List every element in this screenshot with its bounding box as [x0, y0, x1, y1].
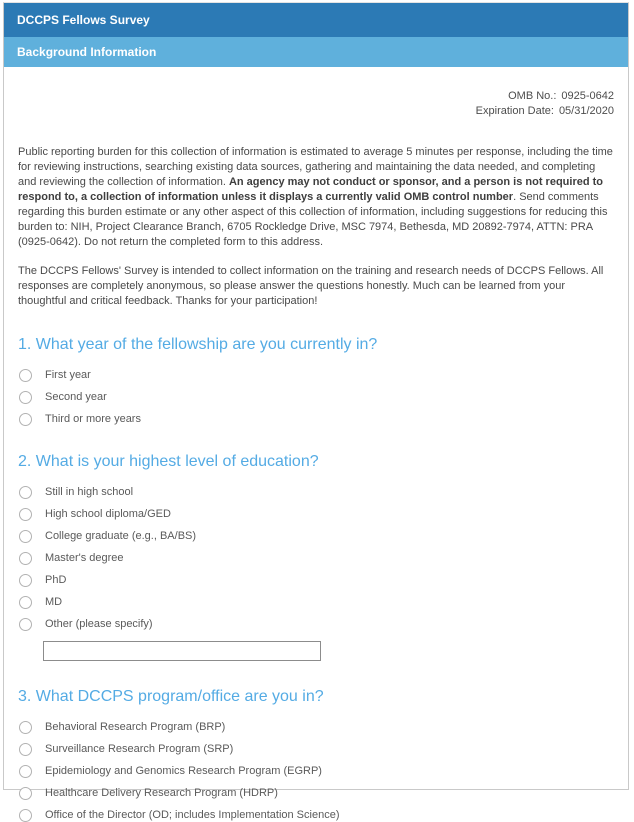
- radio-option[interactable]: [15, 786, 617, 800]
- question-2-number: 2.: [18, 453, 32, 470]
- question-3-options: [15, 720, 617, 822]
- option-label[interactable]: Third or more years: [45, 413, 141, 425]
- radio-option[interactable]: [15, 551, 617, 565]
- survey-title: DCCPS Fellows Survey: [17, 13, 150, 27]
- radio-button-icon[interactable]: [19, 486, 32, 499]
- question-1-number: 1.: [18, 336, 32, 353]
- option-label[interactable]: PhD: [45, 574, 67, 586]
- option-label[interactable]: Office of the Director (OD; includes Implementation Science): [45, 809, 340, 821]
- radio-button-icon[interactable]: [19, 508, 32, 521]
- page-title-bar: [4, 37, 628, 67]
- omb-number-line: [15, 89, 614, 104]
- expiration-date-label: Expiration Date:: [475, 105, 554, 117]
- burden-statement: [18, 145, 615, 250]
- omb-number-value: 0925-0642: [561, 90, 614, 102]
- survey-description: The DCCPS Fellows' Survey is intended to collect information on the training and research needs of DCCPS Fellows. All responses are completely anonymous, so please answer the questions honestly. Much can be learned from your thoughtful and critical feedback. Thanks for your participation!: [18, 265, 604, 307]
- option-label[interactable]: High school diploma/GED: [45, 508, 171, 520]
- page-title: Background Information: [17, 45, 157, 59]
- radio-button-icon[interactable]: [19, 391, 32, 404]
- radio-option[interactable]: [15, 368, 617, 382]
- question-3-number: 3.: [18, 688, 32, 705]
- other-specify-input[interactable]: [43, 641, 321, 661]
- expiration-date-line: [15, 104, 614, 119]
- question-2-text: What is your highest level of education?: [35, 453, 319, 470]
- radio-button-icon[interactable]: [19, 721, 32, 734]
- radio-option[interactable]: [15, 412, 617, 426]
- radio-option[interactable]: [15, 485, 617, 499]
- radio-button-icon[interactable]: [19, 618, 32, 631]
- question-1-text: What year of the fellowship are you currently in?: [35, 336, 378, 353]
- burden-statement-end: . Send comments regarding this burden estimate or any other aspect of this collection of information, including suggestions for reducing this burden to: NIH, Project Clearance Branch, 6705 Rockledge Drive, MSC 7974, Bethesda, MD 20892-7974, ATTN: PRA (0925-0642). Do not return the completed form to this address.: [18, 191, 608, 248]
- survey-content: [4, 89, 628, 822]
- radio-option[interactable]: [15, 529, 617, 543]
- radio-option[interactable]: [15, 808, 617, 822]
- radio-button-icon[interactable]: [19, 809, 32, 822]
- burden-statement-start: Public reporting burden for this collection of information is estimated to average 5 minutes per response, including the time for reviewing instructions, searching existing data sources, gathering and maintaining the data needed, and completing and reviewing the collection of information.: [18, 146, 613, 188]
- radio-button-icon[interactable]: [19, 552, 32, 565]
- question-3: [15, 687, 617, 822]
- omb-number-label: OMB No.:: [508, 90, 557, 102]
- option-label[interactable]: Other (please specify): [45, 618, 153, 630]
- radio-option[interactable]: [15, 595, 617, 609]
- radio-button-icon[interactable]: [19, 787, 32, 800]
- option-label[interactable]: Master's degree: [45, 552, 124, 564]
- question-1: [15, 335, 617, 426]
- radio-option[interactable]: [15, 764, 617, 778]
- option-label[interactable]: Behavioral Research Program (BRP): [45, 721, 226, 733]
- radio-button-icon[interactable]: [19, 530, 32, 543]
- survey-title-bar: [4, 3, 628, 37]
- question-1-title: [18, 335, 617, 355]
- question-3-text: What DCCPS program/office are you in?: [35, 688, 324, 705]
- burden-statement-bold: An agency may not conduct or sponsor, and a person is not required to respond to, a collection of information unless it displays a currently valid OMB control number: [18, 176, 604, 203]
- radio-option[interactable]: [15, 390, 617, 404]
- survey-card: [3, 2, 629, 821]
- option-label[interactable]: Epidemiology and Genomics Research Program (EGRP): [45, 765, 322, 777]
- radio-button-icon[interactable]: [19, 574, 32, 587]
- radio-button-icon[interactable]: [19, 369, 32, 382]
- question-2-options: [15, 485, 617, 661]
- radio-option[interactable]: [15, 507, 617, 521]
- option-label[interactable]: Still in high school: [45, 486, 134, 498]
- radio-button-icon[interactable]: [19, 765, 32, 778]
- expiration-date-value: 05/31/2020: [558, 105, 614, 117]
- option-label[interactable]: MD: [45, 596, 63, 608]
- option-label[interactable]: Healthcare Delivery Research Program (HDRP): [45, 787, 278, 799]
- question-2-title: [18, 452, 617, 472]
- question-3-title: [18, 687, 617, 707]
- option-label[interactable]: Surveillance Research Program (SRP): [45, 743, 234, 755]
- question-2: [15, 452, 617, 661]
- option-label[interactable]: Second year: [45, 391, 107, 403]
- radio-button-icon[interactable]: [19, 596, 32, 609]
- radio-option[interactable]: [15, 617, 617, 631]
- option-label[interactable]: College graduate (e.g., BA/BS): [45, 530, 197, 542]
- radio-button-icon[interactable]: [19, 413, 32, 426]
- question-1-options: [15, 368, 617, 426]
- omb-block: [15, 89, 617, 119]
- radio-button-icon[interactable]: [19, 743, 32, 756]
- radio-option[interactable]: [15, 720, 617, 734]
- option-label[interactable]: First year: [45, 369, 91, 381]
- radio-option[interactable]: [15, 742, 617, 756]
- radio-option[interactable]: [15, 573, 617, 587]
